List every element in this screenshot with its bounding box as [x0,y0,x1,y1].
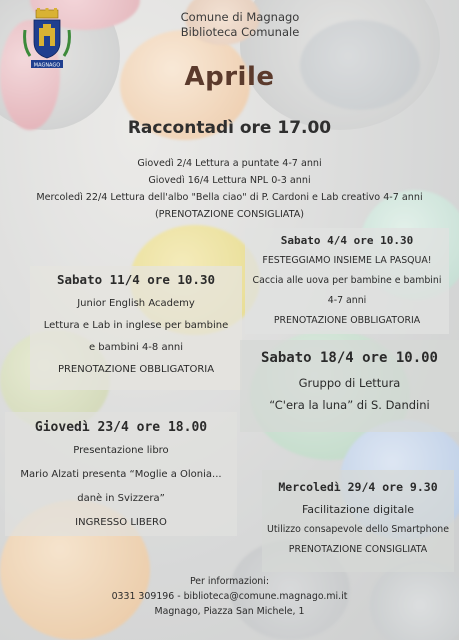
event-line: Facilitazione digitale [301,503,415,516]
event-card-reading-group [240,340,459,432]
event-heading: Giovedì 23/4 ore 18.00 [34,420,208,435]
contact-info [0,574,459,619]
event-line: Mario Alzati presenta “Moglie a Olonia... [20,469,222,480]
event-card-english [30,266,242,390]
library-name: Biblioteca Comunale [180,25,300,39]
event-line: Junior English Academy [77,298,195,309]
schedule-line: Mercoledì 22/4 Lettura dell'albo "Bella ciao" di P. Cardoni e Lab creativo 4-7 anni [36,192,423,203]
schedule-note: (PRENOTAZIONE CONSIGLIATA) [154,209,305,220]
page-title: Aprile [184,62,275,92]
event-line: Gruppo di Lettura [298,376,401,390]
raccontadi-heading: Raccontadì ore 17.00 [127,118,332,138]
schedule-line: Giovedì 2/4 Lettura a puntate 4-7 anni [137,158,322,169]
raccontadi-schedule [0,155,459,223]
event-heading: Sabato 11/4 ore 10.30 [56,272,216,287]
event-line: FESTEGGIAMO INSIEME LA PASQUA! [262,255,432,266]
event-heading: Mercoledì 29/4 ore 9.30 [278,480,438,494]
event-line: 4-7 anni [327,295,367,306]
contact-address: Magnago, Piazza San Michele, 1 [154,606,305,617]
event-card-digital [262,470,454,572]
event-line: Lettura e Lab in inglese per bambine [43,320,229,331]
event-line: Utilizzo consapevole dello Smartphone [266,524,450,535]
contact-heading: Per informazioni: [189,576,270,587]
event-card-easter [245,228,449,334]
municipality-heading [170,10,310,40]
event-booking-note: PRENOTAZIONE CONSIGLIATA [288,544,428,555]
event-card-book-presentation [5,412,237,536]
event-booking-note: PRENOTAZIONE OBBLIGATORIA [273,315,421,326]
event-heading: Sabato 4/4 ore 10.30 [280,234,414,247]
event-heading: Sabato 18/4 ore 10.00 [260,350,438,366]
event-line: Caccia alle uova per bambine e bambini [252,275,442,286]
event-line: “C'era la luna” di S. Dandini [269,398,430,412]
event-line: Presentazione libro [73,445,169,456]
event-entry-note: INGRESSO LIBERO [75,517,167,528]
crest-label: MAGNAGO [33,62,61,69]
schedule-line: Giovedì 16/4 Lettura NPL 0-3 anni [148,175,311,186]
town-name: Comune di Magnago [180,10,300,24]
contact-phone-email: 0331 309196 - biblioteca@comune.magnago.mi.it [111,591,348,602]
event-line: danè in Svizzera” [77,493,165,504]
event-line: e bambini 4-8 anni [88,342,184,353]
event-booking-note: PRENOTAZIONE OBBLIGATORIA [57,364,215,375]
